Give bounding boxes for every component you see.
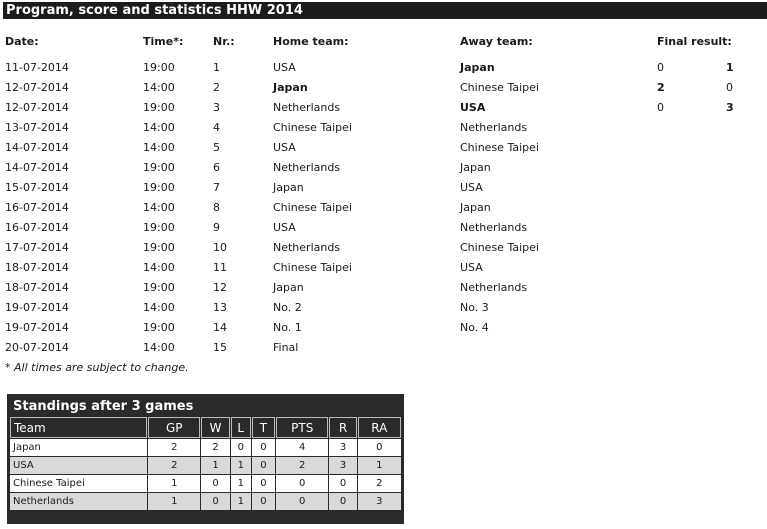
- away-team: Chinese Taipei: [460, 81, 539, 94]
- standings-stat: 0: [231, 439, 251, 456]
- match-date: 20-07-2014: [5, 341, 69, 354]
- standings-stat: 2: [358, 475, 401, 492]
- match-date: 16-07-2014: [5, 221, 69, 234]
- schedule-header-row: [0, 32, 767, 52]
- match-number: 3: [213, 101, 220, 114]
- match-date: 15-07-2014: [5, 181, 69, 194]
- header-away-team: Away team:: [460, 35, 533, 48]
- schedule-row: [0, 338, 767, 358]
- standings-stat: 0: [329, 493, 356, 510]
- match-number: 11: [213, 261, 227, 274]
- schedule-row: [0, 78, 767, 98]
- standings-stat: 0: [276, 493, 328, 510]
- schedule-row: [0, 158, 767, 178]
- standings-panel: [7, 394, 404, 524]
- away-team: Netherlands: [460, 281, 528, 294]
- away-score: 1: [726, 61, 734, 74]
- standings-stat: 0: [276, 475, 328, 492]
- schedule-row: [0, 238, 767, 258]
- match-time: 19:00: [143, 221, 175, 234]
- standings-row: [10, 475, 401, 492]
- standings-stat: 0: [252, 475, 275, 492]
- standings-stat: 1: [231, 493, 251, 510]
- standings-stat: 0: [252, 457, 275, 474]
- away-team: USA: [460, 261, 483, 274]
- standings-stat: 1: [148, 475, 200, 492]
- home-team: Final: [273, 341, 299, 354]
- schedule-row: [0, 298, 767, 318]
- match-number: 15: [213, 341, 227, 354]
- match-date: 12-07-2014: [5, 81, 69, 94]
- standings-header-row: [10, 417, 401, 438]
- match-time: 14:00: [143, 201, 175, 214]
- schedule-row: [0, 98, 767, 118]
- home-team: Chinese Taipei: [273, 261, 352, 274]
- standings-col-w: W: [201, 417, 229, 438]
- standings-col-team: Team: [10, 417, 147, 438]
- schedule-row: [0, 178, 767, 198]
- match-time: 19:00: [143, 101, 175, 114]
- match-number: 2: [213, 81, 220, 94]
- match-number: 13: [213, 301, 227, 314]
- standings-col-pts: PTS: [276, 417, 328, 438]
- standings-row: [10, 439, 401, 456]
- header-time: Time*:: [143, 35, 184, 48]
- home-team: Chinese Taipei: [273, 121, 352, 134]
- standings-col-gp: GP: [148, 417, 200, 438]
- schedule-row: [0, 258, 767, 278]
- standings-row: [10, 493, 401, 510]
- home-team: No. 2: [273, 301, 302, 314]
- home-team: Japan: [273, 181, 304, 194]
- match-number: 9: [213, 221, 220, 234]
- match-date: 19-07-2014: [5, 301, 69, 314]
- schedule-row: [0, 278, 767, 298]
- match-time: 14:00: [143, 121, 175, 134]
- away-team: Japan: [460, 201, 491, 214]
- away-team: No. 4: [460, 321, 489, 334]
- header-final-result: Final result:: [657, 35, 732, 48]
- match-number: 12: [213, 281, 227, 294]
- match-date: 18-07-2014: [5, 261, 69, 274]
- times-note: * All times are subject to change.: [5, 361, 189, 374]
- standings-stat: 2: [148, 457, 200, 474]
- home-team: No. 1: [273, 321, 302, 334]
- standings-stat: 0: [252, 493, 275, 510]
- standings-col-r: R: [329, 417, 356, 438]
- header-date: Date:: [5, 35, 39, 48]
- schedule-row: [0, 198, 767, 218]
- home-team: USA: [273, 221, 296, 234]
- match-date: 14-07-2014: [5, 141, 69, 154]
- away-team: Netherlands: [460, 121, 528, 134]
- match-time: 14:00: [143, 301, 175, 314]
- schedule-row: [0, 118, 767, 138]
- away-team: Japan: [460, 161, 491, 174]
- standings-team: Netherlands: [10, 493, 147, 510]
- match-date: 17-07-2014: [5, 241, 69, 254]
- match-date: 12-07-2014: [5, 101, 69, 114]
- home-team: Netherlands: [273, 101, 341, 114]
- match-date: 11-07-2014: [5, 61, 69, 74]
- match-number: 5: [213, 141, 220, 154]
- match-number: 4: [213, 121, 220, 134]
- standings-col-ra: RA: [358, 417, 401, 438]
- away-score: 3: [726, 101, 734, 114]
- page-title: Program, score and statistics HHW 2014: [3, 2, 767, 19]
- away-team: Chinese Taipei: [460, 141, 539, 154]
- away-score: 0: [726, 81, 733, 94]
- match-time: 19:00: [143, 321, 175, 334]
- standings-stat: 3: [329, 457, 356, 474]
- header-home-team: Home team:: [273, 35, 349, 48]
- match-time: 14:00: [143, 341, 175, 354]
- standings-table: [9, 416, 402, 511]
- match-number: 8: [213, 201, 220, 214]
- home-team: Japan: [273, 81, 308, 94]
- match-date: 14-07-2014: [5, 161, 69, 174]
- match-date: 16-07-2014: [5, 201, 69, 214]
- away-team: Netherlands: [460, 221, 528, 234]
- standings-stat: 3: [358, 493, 401, 510]
- away-team: USA: [460, 101, 486, 114]
- match-date: 19-07-2014: [5, 321, 69, 334]
- standings-stat: 2: [276, 457, 328, 474]
- match-time: 19:00: [143, 61, 175, 74]
- standings-stat: 4: [276, 439, 328, 456]
- standings-stat: 1: [231, 457, 251, 474]
- schedule-row: [0, 318, 767, 338]
- header-nr: Nr.:: [213, 35, 235, 48]
- away-team: Japan: [460, 61, 495, 74]
- standings-stat: 1: [231, 475, 251, 492]
- standings-stat: 2: [148, 439, 200, 456]
- match-number: 1: [213, 61, 220, 74]
- standings-team: USA: [10, 457, 147, 474]
- match-time: 19:00: [143, 161, 175, 174]
- standings-stat: 0: [201, 493, 229, 510]
- schedule-row: [0, 218, 767, 238]
- home-team: USA: [273, 141, 296, 154]
- away-team: No. 3: [460, 301, 489, 314]
- match-time: 14:00: [143, 141, 175, 154]
- home-team: Chinese Taipei: [273, 201, 352, 214]
- standings-title: Standings after 3 games: [13, 399, 194, 414]
- standings-stat: 1: [148, 493, 200, 510]
- home-team: Netherlands: [273, 161, 341, 174]
- match-date: 13-07-2014: [5, 121, 69, 134]
- home-score: 0: [657, 61, 664, 74]
- schedule-row: [0, 58, 767, 78]
- away-team: USA: [460, 181, 483, 194]
- standings-stat: 1: [201, 457, 229, 474]
- standings-stat: 1: [358, 457, 401, 474]
- match-date: 18-07-2014: [5, 281, 69, 294]
- away-team: Chinese Taipei: [460, 241, 539, 254]
- match-number: 14: [213, 321, 227, 334]
- match-number: 6: [213, 161, 220, 174]
- standings-team: Chinese Taipei: [10, 475, 147, 492]
- home-score: 0: [657, 101, 664, 114]
- standings-stat: 0: [358, 439, 401, 456]
- standings-col-l: L: [231, 417, 251, 438]
- standings-row: [10, 457, 401, 474]
- standings-stat: 0: [201, 475, 229, 492]
- match-time: 14:00: [143, 81, 175, 94]
- match-number: 7: [213, 181, 220, 194]
- match-number: 10: [213, 241, 227, 254]
- standings-stat: 0: [252, 439, 275, 456]
- match-time: 19:00: [143, 181, 175, 194]
- standings-stat: 0: [329, 475, 356, 492]
- home-score: 2: [657, 81, 665, 94]
- home-team: USA: [273, 61, 296, 74]
- home-team: Netherlands: [273, 241, 341, 254]
- home-team: Japan: [273, 281, 304, 294]
- match-time: 14:00: [143, 261, 175, 274]
- match-time: 19:00: [143, 241, 175, 254]
- standings-stat: 2: [201, 439, 229, 456]
- standings-col-t: T: [252, 417, 275, 438]
- match-time: 19:00: [143, 281, 175, 294]
- standings-team: Japan: [10, 439, 147, 456]
- standings-stat: 3: [329, 439, 356, 456]
- schedule-row: [0, 138, 767, 158]
